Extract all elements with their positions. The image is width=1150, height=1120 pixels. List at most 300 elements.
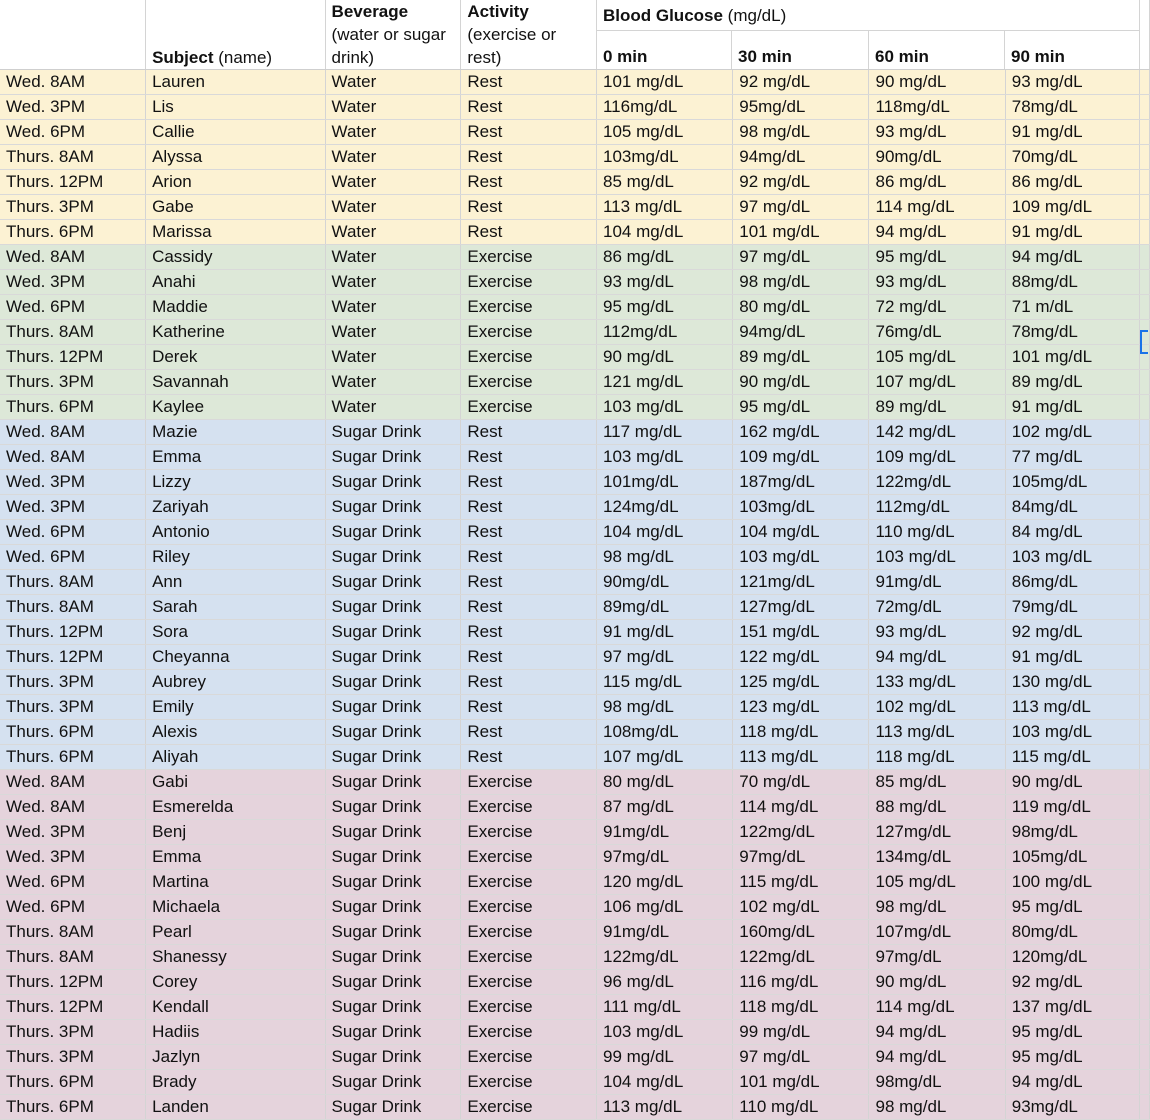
glucose-30-cell[interactable]: 95mg/dL — [733, 95, 869, 120]
empty-cell[interactable] — [1139, 370, 1149, 395]
glucose-0-cell[interactable]: 97 mg/dL — [596, 645, 732, 670]
beverage-cell[interactable]: Sugar Drink — [325, 970, 461, 995]
activity-cell[interactable]: Exercise — [461, 370, 597, 395]
subject-cell[interactable]: Lauren — [146, 70, 325, 95]
beverage-cell[interactable]: Water — [325, 395, 461, 420]
subject-cell[interactable]: Mazie — [146, 420, 325, 445]
activity-cell[interactable]: Rest — [461, 170, 597, 195]
subject-cell[interactable]: Shanessy — [146, 945, 325, 970]
subject-cell[interactable]: Alyssa — [146, 145, 325, 170]
beverage-cell[interactable]: Water — [325, 220, 461, 245]
glucose-30-cell[interactable]: 103mg/dL — [733, 495, 869, 520]
header-subject[interactable]: Subject (name) — [146, 0, 325, 70]
subject-cell[interactable]: Esmerelda — [146, 795, 325, 820]
empty-cell[interactable] — [1139, 995, 1149, 1020]
glucose-90-cell[interactable]: 105mg/dL — [1005, 845, 1139, 870]
time-cell[interactable]: Wed. 8AM — [0, 795, 146, 820]
glucose-0-cell[interactable]: 96 mg/dL — [596, 970, 732, 995]
glucose-60-cell[interactable]: 89 mg/dL — [869, 395, 1005, 420]
glucose-0-cell[interactable]: 95 mg/dL — [596, 295, 732, 320]
glucose-60-cell[interactable]: 134mg/dL — [869, 845, 1005, 870]
activity-cell[interactable]: Exercise — [461, 895, 597, 920]
glucose-90-cell[interactable]: 95 mg/dL — [1005, 895, 1139, 920]
empty-cell[interactable] — [1139, 70, 1149, 95]
beverage-cell[interactable]: Water — [325, 370, 461, 395]
empty-cell[interactable] — [1139, 295, 1149, 320]
empty-cell[interactable] — [1139, 970, 1149, 995]
glucose-0-cell[interactable]: 122mg/dL — [596, 945, 732, 970]
glucose-60-cell[interactable]: 133 mg/dL — [869, 670, 1005, 695]
glucose-90-cell[interactable]: 86mg/dL — [1005, 570, 1139, 595]
glucose-90-cell[interactable]: 103 mg/dL — [1005, 545, 1139, 570]
empty-cell[interactable] — [1139, 545, 1149, 570]
activity-cell[interactable]: Rest — [461, 220, 597, 245]
activity-cell[interactable]: Rest — [461, 445, 597, 470]
beverage-cell[interactable]: Water — [325, 320, 461, 345]
glucose-30-cell[interactable]: 122mg/dL — [733, 945, 869, 970]
subject-cell[interactable]: Sora — [146, 620, 325, 645]
subject-cell[interactable]: Arion — [146, 170, 325, 195]
beverage-cell[interactable]: Water — [325, 120, 461, 145]
glucose-60-cell[interactable]: 109 mg/dL — [869, 445, 1005, 470]
header-glucose-group[interactable]: Blood Glucose (mg/dL) 0 min 30 min 60 min 90 min — [596, 0, 1139, 70]
glucose-60-cell[interactable]: 114 mg/dL — [869, 995, 1005, 1020]
glucose-60-cell[interactable]: 94 mg/dL — [869, 220, 1005, 245]
subject-cell[interactable]: Emma — [146, 845, 325, 870]
glucose-90-cell[interactable]: 130 mg/dL — [1005, 670, 1139, 695]
time-cell[interactable]: Thurs. 6PM — [0, 745, 146, 770]
subject-cell[interactable]: Martina — [146, 870, 325, 895]
glucose-90-cell[interactable]: 70mg/dL — [1005, 145, 1139, 170]
activity-cell[interactable]: Rest — [461, 195, 597, 220]
glucose-30-cell[interactable]: 97 mg/dL — [733, 1045, 869, 1070]
activity-cell[interactable]: Rest — [461, 670, 597, 695]
subject-cell[interactable]: Zariyah — [146, 495, 325, 520]
glucose-30-cell[interactable]: 151 mg/dL — [733, 620, 869, 645]
beverage-cell[interactable]: Sugar Drink — [325, 795, 461, 820]
time-cell[interactable]: Thurs. 8AM — [0, 570, 146, 595]
glucose-60-cell[interactable]: 103 mg/dL — [869, 545, 1005, 570]
time-cell[interactable]: Thurs. 6PM — [0, 1070, 146, 1095]
glucose-90-cell[interactable]: 93mg/dL — [1005, 1095, 1139, 1120]
glucose-30-cell[interactable]: 118 mg/dL — [733, 995, 869, 1020]
glucose-60-cell[interactable]: 98mg/dL — [869, 1070, 1005, 1095]
beverage-cell[interactable]: Water — [325, 95, 461, 120]
beverage-cell[interactable]: Sugar Drink — [325, 570, 461, 595]
glucose-30-cell[interactable]: 162 mg/dL — [733, 420, 869, 445]
glucose-90-cell[interactable]: 79mg/dL — [1005, 595, 1139, 620]
glucose-90-cell[interactable]: 105mg/dL — [1005, 470, 1139, 495]
glucose-60-cell[interactable]: 90mg/dL — [869, 145, 1005, 170]
beverage-cell[interactable]: Sugar Drink — [325, 895, 461, 920]
empty-cell[interactable] — [1139, 720, 1149, 745]
activity-cell[interactable]: Exercise — [461, 345, 597, 370]
empty-cell[interactable] — [1139, 945, 1149, 970]
glucose-30-cell[interactable]: 101 mg/dL — [733, 1070, 869, 1095]
glucose-90-cell[interactable]: 98mg/dL — [1005, 820, 1139, 845]
glucose-90-cell[interactable]: 92 mg/dL — [1005, 620, 1139, 645]
time-cell[interactable]: Wed. 3PM — [0, 820, 146, 845]
glucose-0-cell[interactable]: 105 mg/dL — [596, 120, 732, 145]
empty-cell[interactable] — [1139, 120, 1149, 145]
glucose-60-cell[interactable]: 98 mg/dL — [869, 895, 1005, 920]
glucose-90-cell[interactable]: 77 mg/dL — [1005, 445, 1139, 470]
activity-cell[interactable]: Rest — [461, 70, 597, 95]
subject-cell[interactable]: Landen — [146, 1095, 325, 1120]
subject-cell[interactable]: Ann — [146, 570, 325, 595]
subject-cell[interactable]: Kaylee — [146, 395, 325, 420]
activity-cell[interactable]: Exercise — [461, 970, 597, 995]
glucose-30-cell[interactable]: 114 mg/dL — [733, 795, 869, 820]
empty-cell[interactable] — [1139, 645, 1149, 670]
subject-cell[interactable]: Brady — [146, 1070, 325, 1095]
glucose-30-cell[interactable]: 99 mg/dL — [733, 1020, 869, 1045]
glucose-30-cell[interactable]: 104 mg/dL — [733, 520, 869, 545]
glucose-60-cell[interactable]: 93 mg/dL — [869, 120, 1005, 145]
glucose-90-cell[interactable]: 91 mg/dL — [1005, 645, 1139, 670]
glucose-0-cell[interactable]: 103 mg/dL — [596, 445, 732, 470]
subject-cell[interactable]: Derek — [146, 345, 325, 370]
glucose-60-cell[interactable]: 102 mg/dL — [869, 695, 1005, 720]
subject-cell[interactable]: Emma — [146, 445, 325, 470]
activity-cell[interactable]: Rest — [461, 620, 597, 645]
glucose-60-cell[interactable]: 113 mg/dL — [869, 720, 1005, 745]
subject-cell[interactable]: Emily — [146, 695, 325, 720]
empty-cell[interactable] — [1139, 845, 1149, 870]
glucose-0-cell[interactable]: 101mg/dL — [596, 470, 732, 495]
glucose-60-cell[interactable]: 93 mg/dL — [869, 620, 1005, 645]
glucose-90-cell[interactable]: 84 mg/dL — [1005, 520, 1139, 545]
glucose-0-cell[interactable]: 89mg/dL — [596, 595, 732, 620]
activity-cell[interactable]: Rest — [461, 595, 597, 620]
glucose-30-cell[interactable]: 125 mg/dL — [733, 670, 869, 695]
subject-cell[interactable]: Anahi — [146, 270, 325, 295]
glucose-90-cell[interactable]: 115 mg/dL — [1005, 745, 1139, 770]
empty-cell[interactable] — [1139, 220, 1149, 245]
glucose-60-cell[interactable]: 86 mg/dL — [869, 170, 1005, 195]
glucose-0-cell[interactable]: 113 mg/dL — [596, 195, 732, 220]
activity-cell[interactable]: Exercise — [461, 845, 597, 870]
activity-cell[interactable]: Exercise — [461, 395, 597, 420]
glucose-0-cell[interactable]: 98 mg/dL — [596, 695, 732, 720]
glucose-30-cell[interactable]: 121mg/dL — [733, 570, 869, 595]
glucose-60-cell[interactable]: 107 mg/dL — [869, 370, 1005, 395]
glucose-0-cell[interactable]: 91mg/dL — [596, 920, 732, 945]
glucose-30-cell[interactable]: 187mg/dL — [733, 470, 869, 495]
activity-cell[interactable]: Rest — [461, 495, 597, 520]
beverage-cell[interactable]: Water — [325, 245, 461, 270]
beverage-cell[interactable]: Water — [325, 170, 461, 195]
glucose-0-cell[interactable]: 116mg/dL — [596, 95, 732, 120]
time-cell[interactable]: Thurs. 6PM — [0, 395, 146, 420]
subject-cell[interactable]: Aubrey — [146, 670, 325, 695]
glucose-30-cell[interactable]: 98 mg/dL — [733, 120, 869, 145]
time-cell[interactable]: Wed. 6PM — [0, 295, 146, 320]
time-cell[interactable]: Thurs. 3PM — [0, 370, 146, 395]
time-cell[interactable]: Thurs. 8AM — [0, 920, 146, 945]
subject-cell[interactable]: Hadiis — [146, 1020, 325, 1045]
glucose-30-cell[interactable]: 160mg/dL — [733, 920, 869, 945]
glucose-0-cell[interactable]: 104 mg/dL — [596, 1070, 732, 1095]
empty-cell[interactable] — [1139, 1020, 1149, 1045]
subject-cell[interactable]: Aliyah — [146, 745, 325, 770]
glucose-90-cell[interactable]: 94 mg/dL — [1005, 245, 1139, 270]
glucose-90-cell[interactable]: 109 mg/dL — [1005, 195, 1139, 220]
glucose-0-cell[interactable]: 101 mg/dL — [596, 70, 732, 95]
beverage-cell[interactable]: Water — [325, 70, 461, 95]
activity-cell[interactable]: Exercise — [461, 320, 597, 345]
time-cell[interactable]: Thurs. 8AM — [0, 945, 146, 970]
empty-cell[interactable] — [1139, 595, 1149, 620]
glucose-60-cell[interactable]: 72mg/dL — [869, 595, 1005, 620]
empty-cell[interactable] — [1139, 520, 1149, 545]
glucose-0-cell[interactable]: 108mg/dL — [596, 720, 732, 745]
time-cell[interactable]: Wed. 6PM — [0, 120, 146, 145]
glucose-90-cell[interactable]: 95 mg/dL — [1005, 1020, 1139, 1045]
glucose-60-cell[interactable]: 107mg/dL — [869, 920, 1005, 945]
subject-cell[interactable]: Corey — [146, 970, 325, 995]
time-cell[interactable]: Wed. 3PM — [0, 270, 146, 295]
glucose-60-cell[interactable]: 105 mg/dL — [869, 870, 1005, 895]
glucose-30-cell[interactable]: 101 mg/dL — [733, 220, 869, 245]
activity-cell[interactable]: Rest — [461, 520, 597, 545]
glucose-60-cell[interactable]: 90 mg/dL — [869, 70, 1005, 95]
glucose-0-cell[interactable]: 93 mg/dL — [596, 270, 732, 295]
time-cell[interactable]: Thurs. 12PM — [0, 620, 146, 645]
glucose-30-cell[interactable]: 90 mg/dL — [733, 370, 869, 395]
time-cell[interactable]: Wed. 3PM — [0, 495, 146, 520]
subject-cell[interactable]: Lizzy — [146, 470, 325, 495]
activity-cell[interactable]: Exercise — [461, 1070, 597, 1095]
beverage-cell[interactable]: Water — [325, 270, 461, 295]
time-cell[interactable]: Thurs. 6PM — [0, 1095, 146, 1120]
time-cell[interactable]: Wed. 6PM — [0, 895, 146, 920]
beverage-cell[interactable]: Sugar Drink — [325, 745, 461, 770]
glucose-30-cell[interactable]: 97 mg/dL — [733, 245, 869, 270]
empty-cell[interactable] — [1139, 445, 1149, 470]
glucose-60-cell[interactable]: 127mg/dL — [869, 820, 1005, 845]
activity-cell[interactable]: Exercise — [461, 1020, 597, 1045]
header-90-min[interactable]: 90 min — [1010, 47, 1065, 66]
glucose-60-cell[interactable]: 98 mg/dL — [869, 1095, 1005, 1120]
subject-cell[interactable]: Antonio — [146, 520, 325, 545]
empty-cell[interactable] — [1139, 895, 1149, 920]
empty-cell[interactable] — [1139, 1095, 1149, 1120]
glucose-60-cell[interactable]: 94 mg/dL — [869, 1045, 1005, 1070]
glucose-90-cell[interactable]: 100 mg/dL — [1005, 870, 1139, 895]
beverage-cell[interactable]: Sugar Drink — [325, 1095, 461, 1120]
empty-cell[interactable] — [1139, 470, 1149, 495]
beverage-cell[interactable]: Sugar Drink — [325, 870, 461, 895]
glucose-30-cell[interactable]: 113 mg/dL — [733, 745, 869, 770]
beverage-cell[interactable]: Sugar Drink — [325, 695, 461, 720]
glucose-90-cell[interactable]: 120mg/dL — [1005, 945, 1139, 970]
beverage-cell[interactable]: Sugar Drink — [325, 620, 461, 645]
glucose-0-cell[interactable]: 103 mg/dL — [596, 1020, 732, 1045]
glucose-90-cell[interactable]: 90 mg/dL — [1005, 770, 1139, 795]
time-cell[interactable]: Wed. 6PM — [0, 520, 146, 545]
glucose-60-cell[interactable]: 118 mg/dL — [869, 745, 1005, 770]
glucose-90-cell[interactable]: 101 mg/dL — [1005, 345, 1139, 370]
activity-cell[interactable]: Exercise — [461, 245, 597, 270]
beverage-cell[interactable]: Sugar Drink — [325, 1020, 461, 1045]
activity-cell[interactable]: Rest — [461, 420, 597, 445]
activity-cell[interactable]: Exercise — [461, 295, 597, 320]
beverage-cell[interactable]: Sugar Drink — [325, 845, 461, 870]
glucose-0-cell[interactable]: 106 mg/dL — [596, 895, 732, 920]
glucose-30-cell[interactable]: 92 mg/dL — [733, 70, 869, 95]
time-cell[interactable]: Thurs. 8AM — [0, 320, 146, 345]
empty-cell[interactable] — [1139, 770, 1149, 795]
time-cell[interactable]: Wed. 6PM — [0, 545, 146, 570]
empty-cell[interactable] — [1139, 420, 1149, 445]
glucose-0-cell[interactable]: 103mg/dL — [596, 145, 732, 170]
time-cell[interactable]: Wed. 3PM — [0, 95, 146, 120]
activity-cell[interactable]: Rest — [461, 470, 597, 495]
glucose-90-cell[interactable]: 113 mg/dL — [1005, 695, 1139, 720]
subject-cell[interactable]: Riley — [146, 545, 325, 570]
time-cell[interactable]: Thurs. 3PM — [0, 1045, 146, 1070]
glucose-60-cell[interactable]: 85 mg/dL — [869, 770, 1005, 795]
glucose-90-cell[interactable]: 78mg/dL — [1005, 95, 1139, 120]
time-cell[interactable]: Wed. 8AM — [0, 245, 146, 270]
activity-cell[interactable]: Exercise — [461, 870, 597, 895]
subject-cell[interactable]: Cassidy — [146, 245, 325, 270]
glucose-0-cell[interactable]: 98 mg/dL — [596, 545, 732, 570]
empty-cell[interactable] — [1139, 820, 1149, 845]
glucose-0-cell[interactable]: 91 mg/dL — [596, 620, 732, 645]
glucose-0-cell[interactable]: 103 mg/dL — [596, 395, 732, 420]
subject-cell[interactable]: Callie — [146, 120, 325, 145]
glucose-90-cell[interactable]: 93 mg/dL — [1005, 70, 1139, 95]
empty-cell[interactable] — [1139, 245, 1149, 270]
glucose-90-cell[interactable]: 95 mg/dL — [1005, 1045, 1139, 1070]
glucose-30-cell[interactable]: 97 mg/dL — [733, 195, 869, 220]
glucose-90-cell[interactable]: 80mg/dL — [1005, 920, 1139, 945]
glucose-90-cell[interactable]: 92 mg/dL — [1005, 970, 1139, 995]
time-cell[interactable]: Thurs. 8AM — [0, 145, 146, 170]
glucose-0-cell[interactable]: 99 mg/dL — [596, 1045, 732, 1070]
header-activity[interactable]: Activity (exercise or rest) — [461, 0, 597, 70]
activity-cell[interactable]: Exercise — [461, 795, 597, 820]
empty-cell[interactable] — [1139, 270, 1149, 295]
time-cell[interactable]: Thurs. 12PM — [0, 970, 146, 995]
time-cell[interactable]: Thurs. 12PM — [0, 170, 146, 195]
subject-cell[interactable]: Jazlyn — [146, 1045, 325, 1070]
glucose-30-cell[interactable]: 110 mg/dL — [733, 1095, 869, 1120]
glucose-0-cell[interactable]: 112mg/dL — [596, 320, 732, 345]
time-cell[interactable]: Thurs. 12PM — [0, 645, 146, 670]
activity-cell[interactable]: Rest — [461, 695, 597, 720]
glucose-60-cell[interactable]: 72 mg/dL — [869, 295, 1005, 320]
beverage-cell[interactable]: Sugar Drink — [325, 945, 461, 970]
glucose-30-cell[interactable]: 122mg/dL — [733, 820, 869, 845]
header-beverage[interactable]: Beverage (water or sugar drink) — [325, 0, 461, 70]
glucose-90-cell[interactable]: 91 mg/dL — [1005, 220, 1139, 245]
glucose-30-cell[interactable]: 92 mg/dL — [733, 170, 869, 195]
activity-cell[interactable]: Exercise — [461, 770, 597, 795]
beverage-cell[interactable]: Water — [325, 145, 461, 170]
glucose-0-cell[interactable]: 121 mg/dL — [596, 370, 732, 395]
time-cell[interactable]: Wed. 8AM — [0, 445, 146, 470]
glucose-0-cell[interactable]: 111 mg/dL — [596, 995, 732, 1020]
empty-cell[interactable] — [1139, 695, 1149, 720]
glucose-0-cell[interactable]: 87 mg/dL — [596, 795, 732, 820]
empty-cell[interactable] — [1139, 1045, 1149, 1070]
empty-cell[interactable] — [1139, 395, 1149, 420]
glucose-90-cell[interactable]: 71 m/dL — [1005, 295, 1139, 320]
header-time[interactable] — [0, 0, 146, 70]
glucose-30-cell[interactable]: 118 mg/dL — [733, 720, 869, 745]
glucose-90-cell[interactable]: 91 mg/dL — [1005, 395, 1139, 420]
beverage-cell[interactable]: Sugar Drink — [325, 445, 461, 470]
beverage-cell[interactable]: Sugar Drink — [325, 670, 461, 695]
subject-cell[interactable]: Gabi — [146, 770, 325, 795]
empty-cell[interactable] — [1139, 95, 1149, 120]
glucose-90-cell[interactable]: 119 mg/dL — [1005, 795, 1139, 820]
activity-cell[interactable]: Rest — [461, 95, 597, 120]
glucose-90-cell[interactable]: 137 mg/dL — [1005, 995, 1139, 1020]
beverage-cell[interactable]: Sugar Drink — [325, 995, 461, 1020]
glucose-60-cell[interactable]: 97mg/dL — [869, 945, 1005, 970]
glucose-30-cell[interactable]: 103 mg/dL — [733, 545, 869, 570]
glucose-90-cell[interactable]: 91 mg/dL — [1005, 120, 1139, 145]
glucose-30-cell[interactable]: 116 mg/dL — [733, 970, 869, 995]
glucose-30-cell[interactable]: 115 mg/dL — [733, 870, 869, 895]
time-cell[interactable]: Wed. 8AM — [0, 420, 146, 445]
glucose-60-cell[interactable]: 88 mg/dL — [869, 795, 1005, 820]
empty-cell[interactable] — [1139, 1070, 1149, 1095]
glucose-0-cell[interactable]: 107 mg/dL — [596, 745, 732, 770]
glucose-90-cell[interactable]: 102 mg/dL — [1005, 420, 1139, 445]
header-30-min[interactable]: 30 min — [732, 31, 869, 69]
empty-cell[interactable] — [1139, 195, 1149, 220]
beverage-cell[interactable]: Sugar Drink — [325, 595, 461, 620]
activity-cell[interactable]: Rest — [461, 720, 597, 745]
glucose-30-cell[interactable]: 94mg/dL — [733, 145, 869, 170]
glucose-0-cell[interactable]: 91mg/dL — [596, 820, 732, 845]
beverage-cell[interactable]: Water — [325, 195, 461, 220]
glucose-90-cell[interactable]: 103 mg/dL — [1005, 720, 1139, 745]
beverage-cell[interactable]: Sugar Drink — [325, 920, 461, 945]
time-cell[interactable]: Thurs. 6PM — [0, 720, 146, 745]
glucose-30-cell[interactable]: 94mg/dL — [733, 320, 869, 345]
glucose-90-cell[interactable]: 94 mg/dL — [1005, 1070, 1139, 1095]
time-cell[interactable]: Wed. 3PM — [0, 845, 146, 870]
glucose-90-cell[interactable]: 78mg/dL — [1005, 320, 1139, 345]
empty-cell[interactable] — [1139, 670, 1149, 695]
subject-cell[interactable]: Michaela — [146, 895, 325, 920]
beverage-cell[interactable]: Sugar Drink — [325, 420, 461, 445]
glucose-60-cell[interactable]: 118mg/dL — [869, 95, 1005, 120]
glucose-30-cell[interactable]: 70 mg/dL — [733, 770, 869, 795]
time-cell[interactable]: Thurs. 3PM — [0, 670, 146, 695]
time-cell[interactable]: Thurs. 3PM — [0, 1020, 146, 1045]
glucose-0-cell[interactable]: 104 mg/dL — [596, 520, 732, 545]
beverage-cell[interactable]: Water — [325, 345, 461, 370]
activity-cell[interactable]: Exercise — [461, 820, 597, 845]
activity-cell[interactable]: Rest — [461, 645, 597, 670]
subject-cell[interactable]: Lis — [146, 95, 325, 120]
glucose-60-cell[interactable]: 105 mg/dL — [869, 345, 1005, 370]
beverage-cell[interactable]: Sugar Drink — [325, 720, 461, 745]
glucose-0-cell[interactable]: 90 mg/dL — [596, 345, 732, 370]
glucose-0-cell[interactable]: 115 mg/dL — [596, 670, 732, 695]
subject-cell[interactable]: Benj — [146, 820, 325, 845]
glucose-90-cell[interactable]: 84mg/dL — [1005, 495, 1139, 520]
time-cell[interactable]: Wed. 6PM — [0, 870, 146, 895]
empty-cell[interactable] — [1139, 795, 1149, 820]
